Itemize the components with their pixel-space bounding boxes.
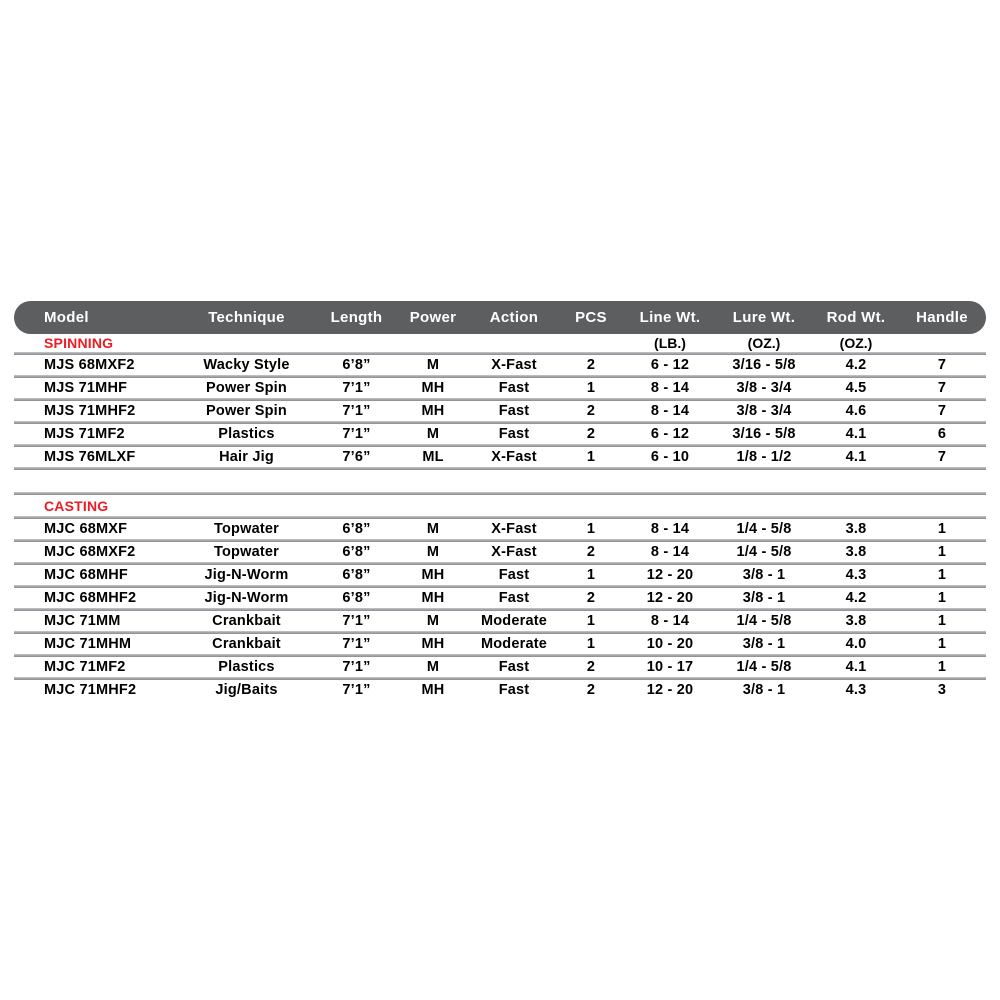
cell-x-fast: X-Fast — [491, 544, 537, 560]
cell-8-14: 8 - 14 — [650, 544, 690, 560]
cell-plastics: Plastics — [218, 659, 275, 675]
column-header-technique: Technique — [208, 309, 285, 326]
cell-1: 1 — [586, 613, 596, 629]
table-row-mjs-68mxf2 — [14, 355, 986, 375]
cell-7: 7 — [937, 403, 947, 419]
cell-1: 1 — [937, 613, 947, 629]
cell-7-1: 7’1” — [342, 613, 371, 629]
cell-4-1: 4.1 — [845, 659, 867, 675]
cell-10-17: 10 - 17 — [646, 659, 694, 675]
cell-mh: MH — [421, 590, 445, 606]
cell-4-2: 4.2 — [845, 357, 867, 373]
table-row-mjc-68mhf — [14, 565, 986, 585]
cell-1: 1 — [937, 544, 947, 560]
cell-mh: MH — [421, 380, 445, 396]
table-row-mjs-76mlxf — [14, 447, 986, 467]
cell-6: 6 — [937, 426, 947, 442]
cell-7-1: 7’1” — [342, 403, 371, 419]
unit-label-lb: (LB.) — [654, 335, 686, 351]
cell-1: 1 — [586, 636, 596, 652]
table-row-mjc-71mf2 — [14, 657, 986, 677]
cell-1-4-5-8: 1/4 - 5/8 — [736, 521, 792, 537]
rod-spec-table — [14, 301, 986, 700]
cell-2: 2 — [586, 403, 596, 419]
cell-4-3: 4.3 — [845, 567, 867, 583]
cell-12-20: 12 - 20 — [646, 682, 694, 698]
cell-7-1: 7’1” — [342, 659, 371, 675]
cell-mjc-71mhf2: MJC 71MHF2 — [44, 682, 137, 698]
cell-3-8-3-4: 3/8 - 3/4 — [736, 380, 792, 396]
cell-mjs-68mxf2: MJS 68MXF2 — [44, 357, 135, 373]
cell-m: M — [426, 426, 440, 442]
cell-1: 1 — [586, 380, 596, 396]
cell-3-8-1: 3/8 - 1 — [742, 636, 786, 652]
cell-power-spin: Power Spin — [206, 403, 287, 419]
cell-3-8: 3.8 — [845, 544, 867, 560]
column-header-action: Action — [489, 309, 539, 326]
column-header-pcs: PCS — [575, 309, 607, 326]
cell-fast: Fast — [498, 380, 530, 396]
section-label-spinning: SPINNING — [44, 335, 114, 351]
cell-mjc-71mhm: MJC 71MHM — [44, 636, 132, 652]
cell-mjs-71mhf2: MJS 71MHF2 — [44, 403, 136, 419]
column-header-handle: Handle — [916, 309, 968, 326]
cell-7-1: 7’1” — [342, 636, 371, 652]
unit-label-oz: (OZ.) — [747, 335, 781, 351]
cell-mh: MH — [421, 403, 445, 419]
cell-7-1: 7’1” — [342, 426, 371, 442]
cell-8-14: 8 - 14 — [650, 403, 690, 419]
cell-fast: Fast — [498, 682, 530, 698]
cell-moderate: Moderate — [480, 613, 548, 629]
cell-3-16-5-8: 3/16 - 5/8 — [732, 357, 796, 373]
cell-6-8: 6’8” — [342, 357, 371, 373]
cell-6-10: 6 - 10 — [650, 449, 690, 465]
cell-fast: Fast — [498, 659, 530, 675]
cell-mjc-68mhf: MJC 68MHF — [44, 567, 128, 583]
section-gap — [14, 470, 986, 492]
table-header-row — [14, 301, 986, 334]
cell-mjs-71mf2: MJS 71MF2 — [44, 426, 125, 442]
cell-1: 1 — [937, 521, 947, 537]
cell-2: 2 — [586, 357, 596, 373]
table-row-mjc-71mhf2 — [14, 680, 986, 700]
cell-7: 7 — [937, 449, 947, 465]
unit-label-oz: (OZ.) — [839, 335, 873, 351]
cell-3-8: 3.8 — [845, 613, 867, 629]
table-body — [14, 334, 986, 700]
cell-1: 1 — [937, 590, 947, 606]
cell-m: M — [426, 659, 440, 675]
cell-4-6: 4.6 — [845, 403, 867, 419]
table-row-mjc-68mhf2 — [14, 588, 986, 608]
section-label-casting: CASTING — [44, 497, 109, 514]
cell-6-12: 6 - 12 — [650, 426, 690, 442]
table-row-mjc-68mxf2 — [14, 542, 986, 562]
cell-ml: ML — [422, 449, 444, 465]
cell-1: 1 — [586, 521, 596, 537]
cell-3-8-1: 3/8 - 1 — [742, 682, 786, 698]
cell-4-2: 4.2 — [845, 590, 867, 606]
cell-8-14: 8 - 14 — [650, 380, 690, 396]
cell-1: 1 — [586, 567, 596, 583]
cell-mjc-71mf2: MJC 71MF2 — [44, 659, 126, 675]
cell-mjc-68mhf2: MJC 68MHF2 — [44, 590, 137, 606]
cell-1: 1 — [937, 567, 947, 583]
cell-jig-n-worm: Jig-N-Worm — [204, 567, 289, 583]
cell-2: 2 — [586, 426, 596, 442]
table-row-mjc-71mhm — [14, 634, 986, 654]
cell-2: 2 — [586, 544, 596, 560]
column-header-rod-wt: Rod Wt. — [826, 309, 886, 326]
table-row-mjc-71mm — [14, 611, 986, 631]
column-header-line-wt: Line Wt. — [639, 309, 701, 326]
cell-12-20: 12 - 20 — [646, 590, 694, 606]
cell-1-4-5-8: 1/4 - 5/8 — [736, 613, 792, 629]
cell-jig-baits: Jig/Baits — [215, 682, 278, 698]
cell-plastics: Plastics — [218, 426, 275, 442]
cell-7: 7 — [937, 357, 947, 373]
cell-4-0: 4.0 — [845, 636, 867, 652]
cell-3-8-1: 3/8 - 1 — [742, 567, 786, 583]
cell-10-20: 10 - 20 — [646, 636, 694, 652]
table-row-mjs-71mhf — [14, 378, 986, 398]
cell-jig-n-worm: Jig-N-Worm — [204, 590, 289, 606]
cell-3-8-3-4: 3/8 - 3/4 — [736, 403, 792, 419]
cell-2: 2 — [586, 659, 596, 675]
cell-2: 2 — [586, 590, 596, 606]
cell-x-fast: X-Fast — [491, 449, 537, 465]
cell-6-8: 6’8” — [342, 521, 371, 537]
cell-x-fast: X-Fast — [491, 357, 537, 373]
cell-fast: Fast — [498, 590, 530, 606]
cell-mh: MH — [421, 682, 445, 698]
cell-8-14: 8 - 14 — [650, 521, 690, 537]
cell-mh: MH — [421, 567, 445, 583]
column-header-length: Length — [330, 309, 383, 326]
cell-mjc-68mxf: MJC 68MXF — [44, 521, 128, 537]
cell-4-1: 4.1 — [845, 449, 867, 465]
cell-3-16-5-8: 3/16 - 5/8 — [732, 426, 796, 442]
cell-fast: Fast — [498, 567, 530, 583]
cell-wacky-style: Wacky Style — [203, 357, 290, 373]
cell-1-4-5-8: 1/4 - 5/8 — [736, 544, 792, 560]
cell-3-8-1: 3/8 - 1 — [742, 590, 786, 606]
cell-topwater: Topwater — [214, 544, 279, 560]
cell-7-1: 7’1” — [342, 380, 371, 396]
column-header-power: Power — [409, 309, 457, 326]
cell-fast: Fast — [498, 426, 530, 442]
cell-m: M — [426, 521, 440, 537]
cell-crankbait: Crankbait — [212, 636, 281, 652]
cell-2: 2 — [586, 682, 596, 698]
cell-power-spin: Power Spin — [206, 380, 287, 396]
table-row-mjs-71mf2 — [14, 424, 986, 444]
section-label-row-spinning — [14, 334, 986, 352]
cell-crankbait: Crankbait — [212, 613, 281, 629]
cell-1: 1 — [937, 659, 947, 675]
cell-6-12: 6 - 12 — [650, 357, 690, 373]
cell-mjs-76mlxf: MJS 76MLXF — [44, 449, 136, 465]
cell-1-4-5-8: 1/4 - 5/8 — [736, 659, 792, 675]
cell-7-6: 7’6” — [342, 449, 371, 465]
cell-m: M — [426, 613, 440, 629]
cell-mjc-71mm: MJC 71MM — [44, 613, 121, 629]
section-label-row-casting — [14, 495, 986, 516]
cell-8-14: 8 - 14 — [650, 613, 690, 629]
cell-fast: Fast — [498, 403, 530, 419]
cell-hair-jig: Hair Jig — [219, 449, 274, 465]
cell-moderate: Moderate — [480, 636, 548, 652]
cell-1: 1 — [586, 449, 596, 465]
cell-6-8: 6’8” — [342, 567, 371, 583]
cell-mh: MH — [421, 636, 445, 652]
cell-12-20: 12 - 20 — [646, 567, 694, 583]
cell-4-3: 4.3 — [845, 682, 867, 698]
cell-m: M — [426, 544, 440, 560]
cell-topwater: Topwater — [214, 521, 279, 537]
cell-6-8: 6’8” — [342, 544, 371, 560]
cell-x-fast: X-Fast — [491, 521, 537, 537]
table-row-mjc-68mxf — [14, 519, 986, 539]
cell-6-8: 6’8” — [342, 590, 371, 606]
cell-7: 7 — [937, 380, 947, 396]
cell-4-1: 4.1 — [845, 426, 867, 442]
table-row-mjs-71mhf2 — [14, 401, 986, 421]
cell-1-8-1-2: 1/8 - 1/2 — [736, 449, 792, 465]
column-header-lure-wt: Lure Wt. — [732, 309, 796, 326]
cell-7-1: 7’1” — [342, 682, 371, 698]
cell-mjs-71mhf: MJS 71MHF — [44, 380, 128, 396]
cell-m: M — [426, 357, 440, 373]
cell-mjc-68mxf2: MJC 68MXF2 — [44, 544, 136, 560]
cell-3: 3 — [937, 682, 947, 698]
cell-4-5: 4.5 — [845, 380, 867, 396]
cell-3-8: 3.8 — [845, 521, 867, 537]
column-header-model: Model — [44, 309, 89, 326]
cell-1: 1 — [937, 636, 947, 652]
